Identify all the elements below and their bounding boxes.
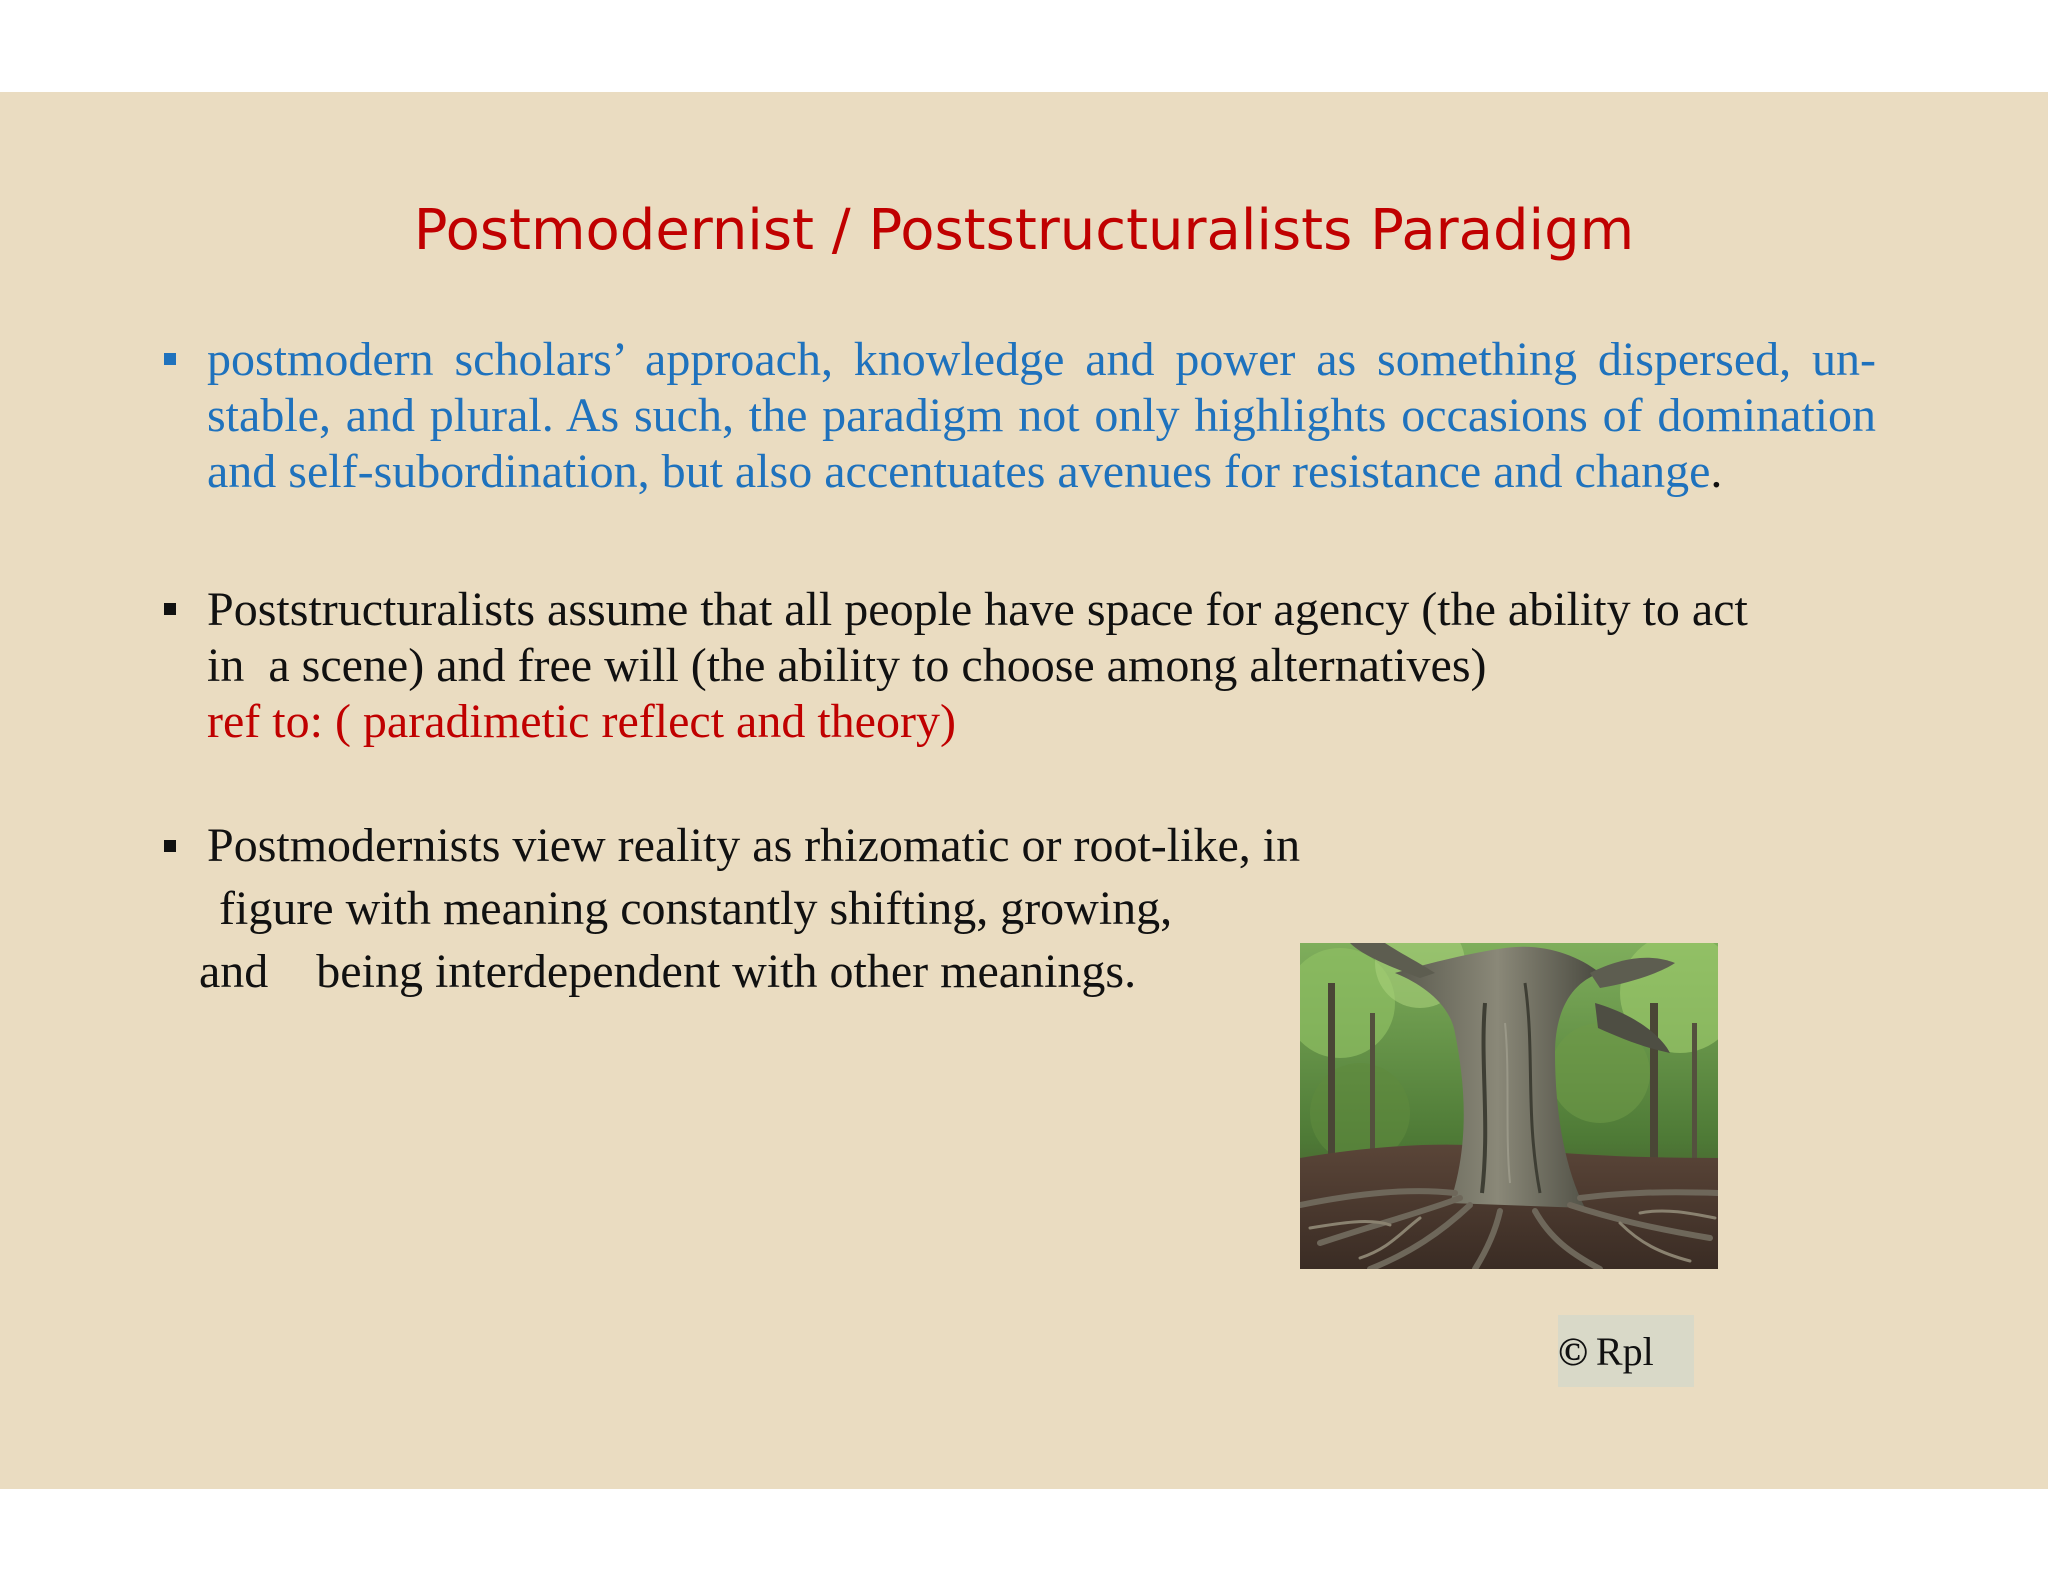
copyright-text: Rpl (1595, 1328, 1654, 1374)
bullet-text: postmodern scholars’ approach, knowledge and power as something dispersed, un-stable, and plural. As such, the paradigm not only highlights occasions of domination and self-subordination, but also accentuates avenues for resistance and change (207, 333, 1876, 498)
bullet-reference: ref to: ( paradimetic reflect and theory) (207, 695, 956, 748)
bullet-line: Postmodernists view reality as rhizomatic or root-like, in (207, 819, 1301, 872)
bullet-line: figure with meaning constantly shifting, growing, (207, 882, 1173, 935)
tree-roots-photo (1300, 943, 1718, 1269)
slide-title: Postmodernist / Poststructuralists Paradigm (413, 198, 1635, 263)
bullet-postmodern-scholars (164, 332, 1876, 500)
bullet-end-punct: . (1710, 445, 1723, 498)
bullet-square-icon (164, 840, 176, 852)
bullet-postmodernists-rhizomatic (164, 814, 1364, 1003)
bullet-line: in a scene) and free will (the ability to choose among alternatives) (207, 639, 1487, 692)
bullet-square-icon (164, 353, 176, 365)
copyright-badge (1558, 1315, 1694, 1387)
slide (0, 92, 2048, 1489)
bullet-line: Poststructuralists assume that all people have space for agency (the ability to act (207, 583, 1748, 636)
bullet-square-icon (164, 603, 176, 615)
bullet-line: and being interdependent with other meanings. (199, 945, 1137, 998)
bullet-poststructuralists (164, 582, 1876, 750)
copyright-icon: © (1558, 1328, 1588, 1374)
